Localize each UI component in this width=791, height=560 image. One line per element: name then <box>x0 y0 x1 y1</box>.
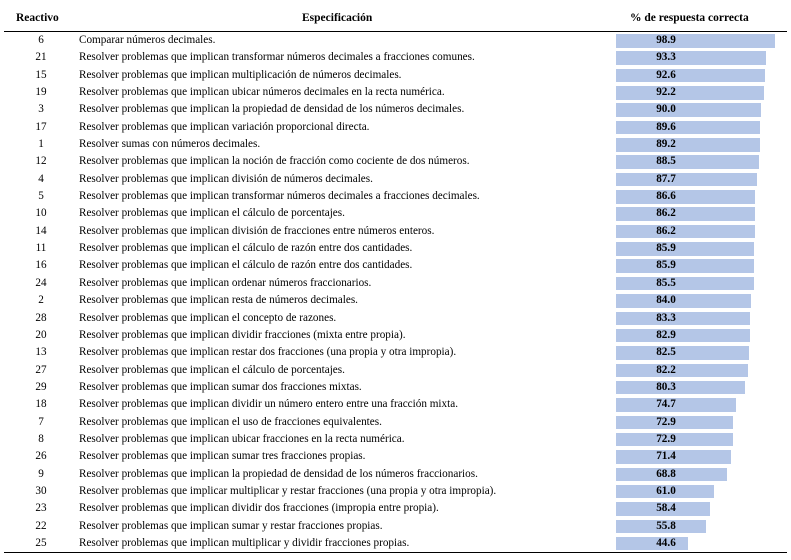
especificacion-cell: Resolver problemas que implican la propiedad de densidad de los números fraccionarios. <box>79 467 478 480</box>
percent-value: 86.2 <box>656 207 676 220</box>
especificacion-cell: Resolver problemas que implican dividir fracciones (mixta entre propia). <box>79 328 406 341</box>
header-porcentaje: % de respuesta correcta <box>630 12 749 24</box>
especificacion-cell: Resolver problemas que implicar multiplicar y restar fracciones (una propia y otra impropia). <box>79 484 497 497</box>
table-row <box>4 292 787 309</box>
reactivo-cell: 23 <box>35 502 47 515</box>
percent-value: 55.8 <box>656 519 676 532</box>
table-row <box>4 119 787 136</box>
results-table <box>4 4 787 553</box>
table-row <box>4 32 787 49</box>
especificacion-cell: Comparar números decimales. <box>79 34 216 46</box>
reactivo-cell: 12 <box>35 155 47 168</box>
table-row <box>4 240 787 257</box>
especificacion-cell: Resolver problemas que implican transformar números decimales a fracciones comunes. <box>79 51 475 64</box>
percent-value: 98.9 <box>656 34 676 46</box>
especificacion-cell: Resolver problemas que implican ubicar fracciones en la recta numérica. <box>79 432 405 445</box>
table-row <box>4 49 787 66</box>
reactivo-cell: 25 <box>35 536 47 549</box>
table-row <box>4 535 787 552</box>
especificacion-cell: Resolver problemas que implican sumar dos fracciones mixtas. <box>79 380 362 393</box>
table-row <box>4 518 787 535</box>
reactivo-cell: 29 <box>35 380 47 393</box>
table-row <box>4 500 787 517</box>
especificacion-cell: Resolver problemas que implican el concepto de razones. <box>79 311 337 324</box>
percent-value: 80.3 <box>656 380 676 393</box>
especificacion-cell: Resolver problemas que implican la noción de fracción como cociente de dos números. <box>79 155 470 168</box>
percent-value: 85.9 <box>656 259 676 272</box>
footer-rule <box>4 552 787 553</box>
table-row <box>4 101 787 118</box>
especificacion-cell: Resolver problemas que implican dividir un número entero entre una fracción mixta. <box>79 398 459 411</box>
percent-value: 85.9 <box>656 242 676 255</box>
percent-value: 74.7 <box>656 398 676 411</box>
especificacion-cell: Resolver problemas que implican resta de números decimales. <box>79 294 358 307</box>
table-row <box>4 344 787 361</box>
table-row <box>4 483 787 500</box>
especificacion-cell: Resolver problemas que implican multiplicar y dividir fracciones propias. <box>79 536 410 549</box>
table-header <box>4 4 787 31</box>
percent-value: 87.7 <box>656 172 676 185</box>
table-row <box>4 466 787 483</box>
reactivo-cell: 20 <box>35 328 47 341</box>
percent-value: 61.0 <box>656 484 676 497</box>
table-row <box>4 67 787 84</box>
table-row <box>4 171 787 188</box>
reactivo-cell: 3 <box>38 103 44 116</box>
table-row <box>4 205 787 222</box>
especificacion-cell: Resolver problemas que implican el cálculo de razón entre dos cantidades. <box>79 242 413 255</box>
percent-value: 71.4 <box>656 450 676 463</box>
percent-value: 90.0 <box>656 103 676 116</box>
reactivo-cell: 7 <box>38 415 44 428</box>
table-row <box>4 362 787 379</box>
especificacion-cell: Resolver problemas que implican el uso de fracciones equivalentes. <box>79 415 382 428</box>
percent-value: 72.9 <box>656 415 676 428</box>
especificacion-cell: Resolver problemas que implican variación proporcional directa. <box>79 120 370 133</box>
especificacion-cell: Resolver problemas que implican ubicar números decimales en la recta numérica. <box>79 86 445 99</box>
header-especificacion: Especificación <box>302 12 373 24</box>
reactivo-cell: 24 <box>35 276 47 289</box>
percent-value: 86.2 <box>656 224 676 237</box>
table-row <box>4 84 787 101</box>
table-row <box>4 379 787 396</box>
reactivo-cell: 1 <box>38 138 44 151</box>
table-row <box>4 310 787 327</box>
reactivo-cell: 11 <box>35 242 47 255</box>
reactivo-cell: 26 <box>35 450 47 463</box>
reactivo-cell: 4 <box>38 172 44 185</box>
percent-value: 82.9 <box>656 328 676 341</box>
percent-value: 88.5 <box>656 155 676 168</box>
reactivo-cell: 9 <box>38 467 44 480</box>
reactivo-cell: 15 <box>35 68 47 81</box>
reactivo-cell: 19 <box>35 86 47 99</box>
especificacion-cell: Resolver problemas que implican la propiedad de densidad de los números decimales. <box>79 103 465 116</box>
header-reactivo: Reactivo <box>16 12 59 24</box>
percent-value: 89.6 <box>656 120 676 133</box>
especificacion-cell: Resolver problemas que implican restar dos fracciones (una propia y otra impropia). <box>79 346 457 359</box>
percent-value: 44.6 <box>656 536 676 549</box>
table-row <box>4 327 787 344</box>
reactivo-cell: 22 <box>35 519 47 532</box>
especificacion-cell: Resolver problemas que implican el cálculo de porcentajes. <box>79 363 345 376</box>
table-row <box>4 275 787 292</box>
reactivo-cell: 30 <box>35 484 47 497</box>
especificacion-cell: Resolver problemas que implican transformar números decimales a fracciones decimales. <box>79 190 480 203</box>
reactivo-cell: 13 <box>35 346 47 359</box>
especificacion-cell: Resolver problemas que implican sumar tres fracciones propias. <box>79 450 366 463</box>
table-row <box>4 153 787 170</box>
reactivo-cell: 10 <box>35 207 47 220</box>
percent-value: 92.2 <box>656 86 676 99</box>
percent-value: 82.5 <box>656 346 676 359</box>
reactivo-cell: 17 <box>35 120 47 133</box>
percent-value: 58.4 <box>656 502 676 515</box>
percent-value: 85.5 <box>656 276 676 289</box>
especificacion-cell: Resolver problemas que implican multiplicación de números decimales. <box>79 68 402 81</box>
especificacion-cell: Resolver problemas que implican ordenar números fraccionarios. <box>79 276 372 289</box>
percent-value: 89.2 <box>656 138 676 151</box>
especificacion-cell: Resolver problemas que implican dividir dos fracciones (impropia entre propia). <box>79 502 439 515</box>
table-row <box>4 431 787 448</box>
reactivo-cell: 8 <box>38 432 44 445</box>
percent-value: 72.9 <box>656 432 676 445</box>
percent-value: 82.2 <box>656 363 676 376</box>
reactivo-cell: 18 <box>35 398 47 411</box>
especificacion-cell: Resolver problemas que implican división de fracciones entre números enteros. <box>79 224 435 237</box>
especificacion-cell: Resolver problemas que implican el cálculo de porcentajes. <box>79 207 345 220</box>
reactivo-cell: 2 <box>38 294 44 307</box>
especificacion-cell: Resolver problemas que implican división de números decimales. <box>79 172 373 185</box>
especificacion-cell: Resolver sumas con números decimales. <box>79 138 261 151</box>
table-row <box>4 136 787 153</box>
reactivo-cell: 21 <box>35 51 47 64</box>
table-row <box>4 223 787 240</box>
reactivo-cell: 14 <box>35 224 47 237</box>
table-row <box>4 414 787 431</box>
reactivo-cell: 27 <box>35 363 47 376</box>
percent-value: 86.6 <box>656 190 676 203</box>
percent-value: 83.3 <box>656 311 676 324</box>
table-row <box>4 448 787 465</box>
especificacion-cell: Resolver problemas que implican sumar y restar fracciones propias. <box>79 519 383 532</box>
table-row <box>4 188 787 205</box>
percent-value: 92.6 <box>656 68 676 81</box>
table-row <box>4 396 787 413</box>
percent-value: 84.0 <box>656 294 676 307</box>
reactivo-cell: 16 <box>35 259 47 272</box>
reactivo-cell: 28 <box>35 311 47 324</box>
reactivo-cell: 6 <box>38 34 44 46</box>
table-body <box>4 32 787 552</box>
especificacion-cell: Resolver problemas que implican el cálculo de razón entre dos cantidades. <box>79 259 413 272</box>
table-row <box>4 257 787 274</box>
percent-value: 93.3 <box>656 51 676 64</box>
reactivo-cell: 5 <box>38 190 44 203</box>
percent-value: 68.8 <box>656 467 676 480</box>
